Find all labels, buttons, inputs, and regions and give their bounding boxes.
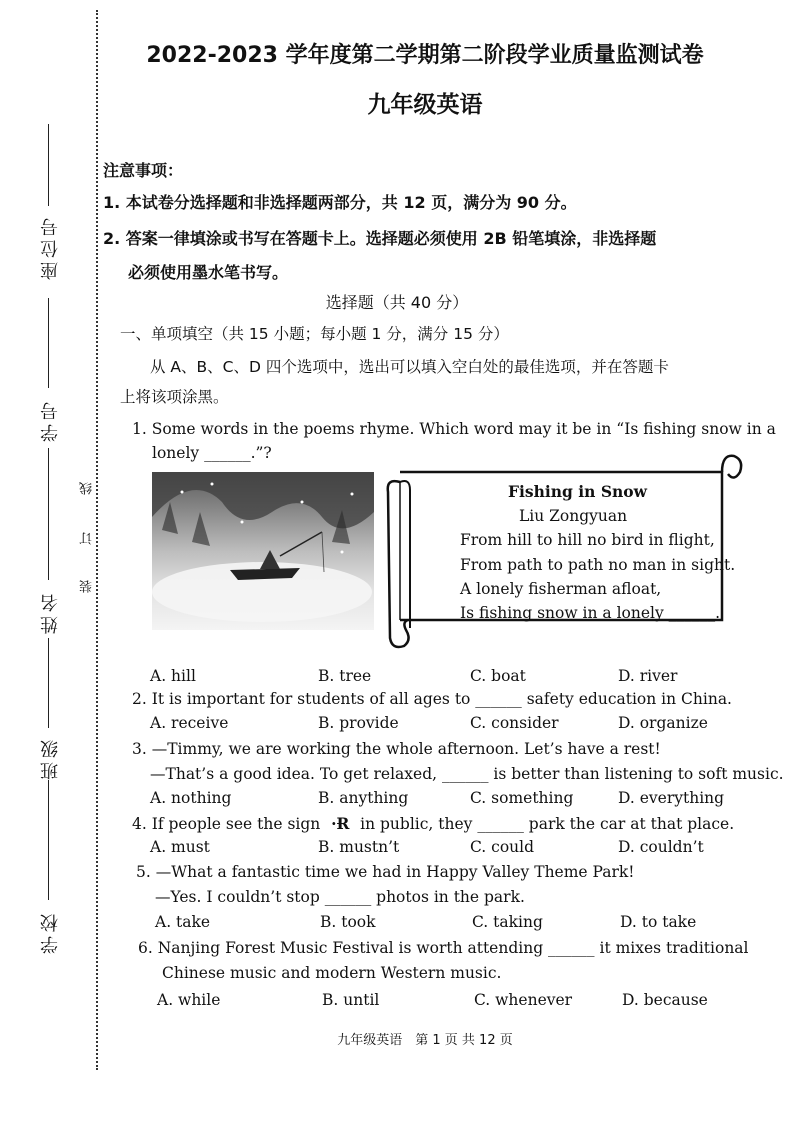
q4-option-d: D. couldn’t xyxy=(618,838,704,856)
question-1-line-2: lonely ______.”? xyxy=(152,444,272,462)
student-number-label: 学号 xyxy=(40,398,61,442)
question-3-line-1: 3. —Timmy, we are working the whole afternoon. Let’s have a rest! xyxy=(132,740,661,758)
seat-number-blank xyxy=(48,124,49,206)
q3-option-c: C. something xyxy=(470,789,574,807)
q4-option-a: A. must xyxy=(150,838,210,856)
section-heading: 选择题（共 40 分） xyxy=(325,293,469,312)
poem-line-4: Is fishing snow in a lonely ______. xyxy=(460,604,721,622)
poem-line-1: From hill to hill no bird in flight, xyxy=(460,531,715,549)
exam-subtitle: 九年级英语 xyxy=(367,92,483,118)
instruction-line-2: 上将该项涂黑。 xyxy=(120,388,229,406)
q4-option-c: C. could xyxy=(470,838,535,856)
q3-option-b: B. anything xyxy=(318,789,409,807)
question-3-line-2: —That’s a good idea. To get relaxed, ______ is better than listening to soft music. xyxy=(150,765,784,783)
seat-number-label: 座位号 xyxy=(40,214,61,280)
q6-option-b: B. until xyxy=(322,991,380,1009)
q2-option-c: C. consider xyxy=(470,714,559,732)
no-parking-sign-icon: ·Ɍ xyxy=(331,814,350,833)
cut-mark-order: 订 xyxy=(80,532,95,545)
instruction-line-1: 从 A、B、C、D 四个选项中，选出可以填入空白处的最佳选项，并在答题卡 xyxy=(150,358,669,376)
cut-mark-line: 线 xyxy=(80,482,95,495)
cut-mark-bind: 装 xyxy=(80,580,95,593)
q1-option-d: D. river xyxy=(618,667,678,685)
q1-option-b: B. tree xyxy=(318,667,372,685)
q3-option-a: A. nothing xyxy=(150,789,232,807)
question-6-line-1: 6. Nanjing Forest Music Festival is worth attending ______ it mixes traditional xyxy=(138,939,749,957)
question-5-line-1: 5. —What a fantastic time we had in Happy Valley Theme Park! xyxy=(136,863,635,881)
q1-option-c: C. boat xyxy=(470,667,526,685)
q5-option-c: C. taking xyxy=(472,913,543,931)
notice-item-2: 2. 答案一律填涂或书写在答题卡上。选择题必须使用 2B 铅笔填涂，非选择题 xyxy=(103,229,657,248)
question-5-line-2: —Yes. I couldn’t stop ______ photos in the park. xyxy=(155,888,525,906)
q5-option-a: A. take xyxy=(155,913,211,931)
poem-line-2: From path to path no man in sight. xyxy=(460,556,736,574)
q2-option-a: A. receive xyxy=(150,714,229,732)
q6-option-c: C. whenever xyxy=(474,991,573,1009)
name-blank xyxy=(48,448,49,580)
school-blank xyxy=(48,780,49,900)
exam-title: 2022-2023 学年度第二学期第二阶段学业质量监测试卷 xyxy=(146,43,704,68)
class-label: 班级 xyxy=(40,736,61,780)
part-title: 一、单项填空（共 15 小题；每小题 1 分，满分 15 分） xyxy=(120,325,509,343)
question-6-line-2: Chinese music and modern Western music. xyxy=(162,964,502,982)
question-1-line-1: 1. Some words in the poems rhyme. Which word may it be in “Is fishing snow in a xyxy=(132,420,776,438)
poem-line-3: A lonely fisherman afloat, xyxy=(460,580,662,598)
q5-option-b: B. took xyxy=(320,913,376,931)
q2-option-b: B. provide xyxy=(318,714,399,732)
class-blank xyxy=(48,638,49,728)
question-4-text-before: 4. If people see the sign xyxy=(132,815,321,833)
notice-heading: 注意事项： xyxy=(103,161,184,180)
poem-scroll xyxy=(382,452,744,652)
q4-option-b: B. mustn’t xyxy=(318,838,400,856)
question-4-text-after: in public, they ______ park the car at that place. xyxy=(360,815,735,833)
page-footer: 九年级英语 第 1 页 共 12 页 xyxy=(337,1033,513,1048)
notice-item-1: 1. 本试卷分选择题和非选择题两部分，共 12 页，满分为 90 分。 xyxy=(103,193,577,212)
notice-item-2-cont: 必须使用墨水笔书写。 xyxy=(128,263,289,282)
school-label: 学校 xyxy=(40,910,61,954)
snow-landscape-image xyxy=(152,472,374,630)
q1-option-a: A. hill xyxy=(150,667,196,685)
question-2-line-1: 2. It is important for students of all ages to ______ safety education in China. xyxy=(132,690,732,708)
q5-option-d: D. to take xyxy=(620,913,697,931)
name-label: 姓名 xyxy=(40,590,61,634)
q6-option-d: D. because xyxy=(622,991,708,1009)
q6-option-a: A. while xyxy=(157,991,221,1009)
q2-option-d: D. organize xyxy=(618,714,708,732)
poem-author: Liu Zongyuan xyxy=(519,507,628,525)
q3-option-d: D. everything xyxy=(618,789,725,807)
question-4-line-1 xyxy=(132,814,734,833)
poem-title: Fishing in Snow xyxy=(508,482,647,501)
